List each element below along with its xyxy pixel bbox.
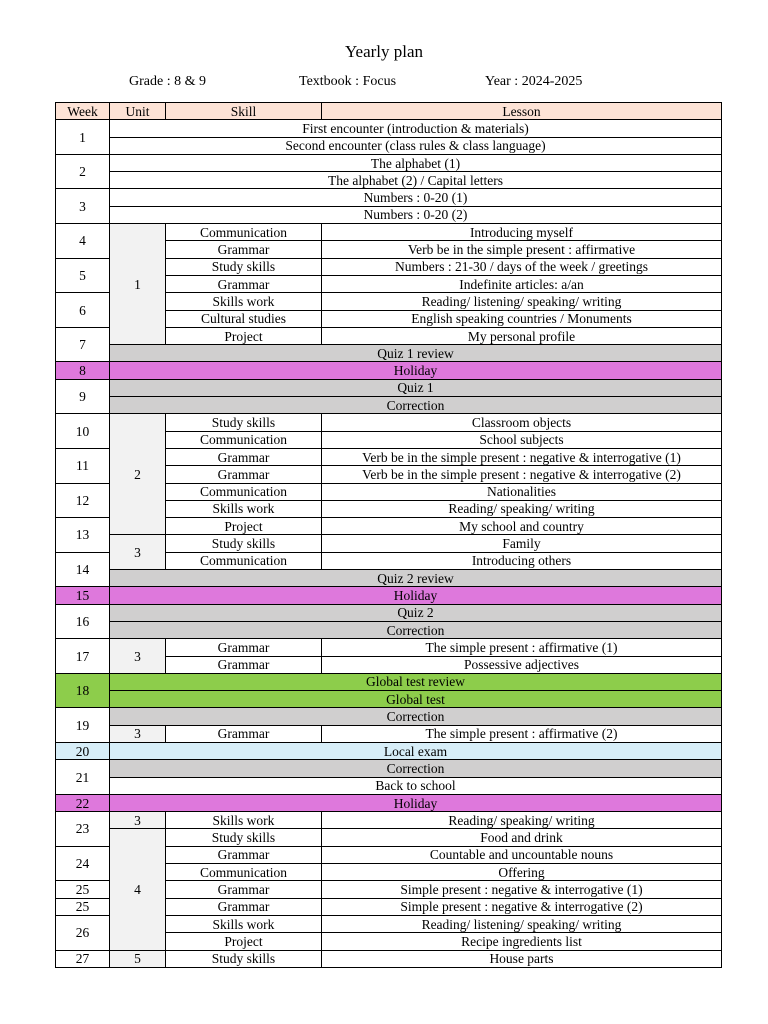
table-row [56, 535, 722, 552]
week-cell: 20 [56, 742, 110, 759]
table-row [56, 604, 722, 621]
lesson-cell: Classroom objects [322, 414, 722, 431]
table-row [56, 812, 722, 829]
event-band-cell: Correction [110, 708, 722, 725]
skill-cell: Grammar [166, 846, 322, 863]
week-cell: 21 [56, 760, 110, 795]
week-cell: 7 [56, 327, 110, 362]
week-cell: 2 [56, 154, 110, 189]
lesson-full-cell: Numbers : 0-20 (2) [110, 206, 722, 223]
table-body [56, 120, 722, 968]
event-band-cell: Local exam [110, 742, 722, 759]
lesson-cell: Countable and uncountable nouns [322, 846, 722, 863]
table-row [56, 172, 722, 189]
unit-cell: 3 [110, 725, 166, 742]
week-cell: 9 [56, 379, 110, 414]
table-row [56, 725, 722, 742]
event-band-cell: Quiz 1 review [110, 345, 722, 362]
lesson-cell: Verb be in the simple present : affirmative [322, 241, 722, 258]
lesson-cell: Food and drink [322, 829, 722, 846]
skill-cell: Study skills [166, 950, 322, 967]
page-title: Yearly plan [344, 42, 424, 61]
week-cell: 14 [56, 552, 110, 587]
table-row [56, 742, 722, 759]
unit-cell: 3 [110, 535, 166, 570]
table-header-row [56, 103, 722, 120]
table-row [56, 587, 722, 604]
event-band-cell: Correction [110, 621, 722, 638]
week-cell: 19 [56, 708, 110, 743]
event-band-cell: Holiday [110, 587, 722, 604]
lesson-cell: Reading/ listening/ speaking/ writing [322, 915, 722, 932]
event-band-cell: Holiday [110, 794, 722, 811]
grade-label: Grade : 8 & 9 [129, 74, 206, 89]
lesson-full-cell: First encounter (introduction & materials) [110, 120, 722, 137]
table-row [56, 206, 722, 223]
table-row [56, 673, 722, 690]
unit-cell: 1 [110, 224, 166, 345]
lesson-full-cell: Numbers : 0-20 (1) [110, 189, 722, 206]
unit-cell: 4 [110, 829, 166, 950]
lesson-cell: My personal profile [322, 327, 722, 344]
header-skill: Skill [166, 103, 322, 120]
skill-cell: Grammar [166, 898, 322, 915]
week-cell: 12 [56, 483, 110, 518]
lesson-cell: Reading/ listening/ speaking/ writing [322, 293, 722, 310]
yearly-plan-table [55, 102, 722, 968]
lesson-cell: Numbers : 21-30 / days of the week / greetings [322, 258, 722, 275]
lesson-cell: School subjects [322, 431, 722, 448]
week-cell: 1 [56, 120, 110, 155]
table-row [56, 950, 722, 967]
lesson-cell: Verb be in the simple present : negative & interrogative (2) [322, 466, 722, 483]
week-cell: 18 [56, 673, 110, 708]
lesson-cell: Introducing others [322, 552, 722, 569]
table-row [56, 397, 722, 414]
skill-cell: Communication [166, 864, 322, 881]
table-row [56, 794, 722, 811]
unit-cell: 2 [110, 414, 166, 535]
week-cell: 11 [56, 448, 110, 483]
week-cell: 6 [56, 293, 110, 328]
week-cell: 22 [56, 794, 110, 811]
skill-cell: Grammar [166, 241, 322, 258]
skill-cell: Project [166, 327, 322, 344]
unit-cell: 3 [110, 639, 166, 674]
skill-cell: Skills work [166, 915, 322, 932]
table-row [56, 621, 722, 638]
skill-cell: Communication [166, 483, 322, 500]
table-row [56, 708, 722, 725]
skill-cell: Study skills [166, 829, 322, 846]
week-cell: 3 [56, 189, 110, 224]
table-row [56, 639, 722, 656]
event-band-cell: Quiz 1 [110, 379, 722, 396]
event-band-cell: Quiz 2 [110, 604, 722, 621]
lesson-cell: The simple present : affirmative (1) [322, 639, 722, 656]
skill-cell: Grammar [166, 275, 322, 292]
skill-cell: Communication [166, 431, 322, 448]
lesson-cell: House parts [322, 950, 722, 967]
lesson-cell: Reading/ speaking/ writing [322, 500, 722, 517]
lesson-cell: Simple present : negative & interrogative (2) [322, 898, 722, 915]
table-row [56, 691, 722, 708]
table-row [56, 362, 722, 379]
lesson-full-cell: Second encounter (class rules & class language) [110, 137, 722, 154]
lesson-cell: Nationalities [322, 483, 722, 500]
lesson-cell: Introducing myself [322, 224, 722, 241]
skill-cell: Communication [166, 224, 322, 241]
textbook-label: Textbook : Focus [299, 74, 397, 89]
skill-cell: Grammar [166, 656, 322, 673]
lesson-cell: English speaking countries / Monuments [322, 310, 722, 327]
event-band-cell: Holiday [110, 362, 722, 379]
lesson-cell: Possessive adjectives [322, 656, 722, 673]
table-row [56, 379, 722, 396]
table-row [56, 570, 722, 587]
lesson-cell: Verb be in the simple present : negative & interrogative (1) [322, 448, 722, 465]
table-row [56, 224, 722, 241]
plan-meta [0, 74, 768, 92]
table-row [56, 345, 722, 362]
event-band-cell: Global test [110, 691, 722, 708]
lesson-full-cell: The alphabet (2) / Capital letters [110, 172, 722, 189]
table-row [56, 414, 722, 431]
event-band-cell: Quiz 2 review [110, 570, 722, 587]
event-band-cell: Global test review [110, 673, 722, 690]
lesson-full-cell: Back to school [110, 777, 722, 794]
week-cell: 8 [56, 362, 110, 379]
header-week: Week [56, 103, 110, 120]
lesson-cell: My school and country [322, 518, 722, 535]
unit-cell: 3 [110, 812, 166, 829]
table-row [56, 120, 722, 137]
lesson-cell: Offering [322, 864, 722, 881]
skill-cell: Grammar [166, 881, 322, 898]
skill-cell: Study skills [166, 258, 322, 275]
event-band-cell: Correction [110, 760, 722, 777]
week-cell: 26 [56, 915, 110, 950]
year-label: Year : 2024-2025 [485, 74, 583, 89]
lesson-cell: Family [322, 535, 722, 552]
week-cell: 10 [56, 414, 110, 449]
week-cell: 17 [56, 639, 110, 674]
week-cell: 13 [56, 518, 110, 553]
week-cell: 4 [56, 224, 110, 259]
skill-cell: Communication [166, 552, 322, 569]
lesson-cell: Reading/ speaking/ writing [322, 812, 722, 829]
skill-cell: Cultural studies [166, 310, 322, 327]
event-band-cell: Correction [110, 397, 722, 414]
header-unit: Unit [110, 103, 166, 120]
lesson-full-cell: The alphabet (1) [110, 154, 722, 171]
table-row [56, 154, 722, 171]
week-cell: 24 [56, 846, 110, 881]
week-cell: 25 [56, 881, 110, 898]
skill-cell: Skills work [166, 812, 322, 829]
table-row [56, 189, 722, 206]
skill-cell: Grammar [166, 448, 322, 465]
skill-cell: Grammar [166, 725, 322, 742]
skill-cell: Grammar [166, 639, 322, 656]
skill-cell: Study skills [166, 535, 322, 552]
table-row [56, 137, 722, 154]
week-cell: 16 [56, 604, 110, 639]
table-row [56, 777, 722, 794]
skill-cell: Skills work [166, 293, 322, 310]
skill-cell: Project [166, 933, 322, 950]
table-row [56, 760, 722, 777]
lesson-cell: The simple present : affirmative (2) [322, 725, 722, 742]
week-cell: 23 [56, 812, 110, 847]
week-cell: 27 [56, 950, 110, 967]
skill-cell: Study skills [166, 414, 322, 431]
table-row [56, 829, 722, 846]
skill-cell: Project [166, 518, 322, 535]
unit-cell: 5 [110, 950, 166, 967]
week-cell: 25 [56, 898, 110, 915]
week-cell: 15 [56, 587, 110, 604]
week-cell: 5 [56, 258, 110, 293]
skill-cell: Skills work [166, 500, 322, 517]
skill-cell: Grammar [166, 466, 322, 483]
lesson-cell: Recipe ingredients list [322, 933, 722, 950]
lesson-cell: Indefinite articles: a/an [322, 275, 722, 292]
lesson-cell: Simple present : negative & interrogative (1) [322, 881, 722, 898]
header-lesson: Lesson [322, 103, 722, 120]
